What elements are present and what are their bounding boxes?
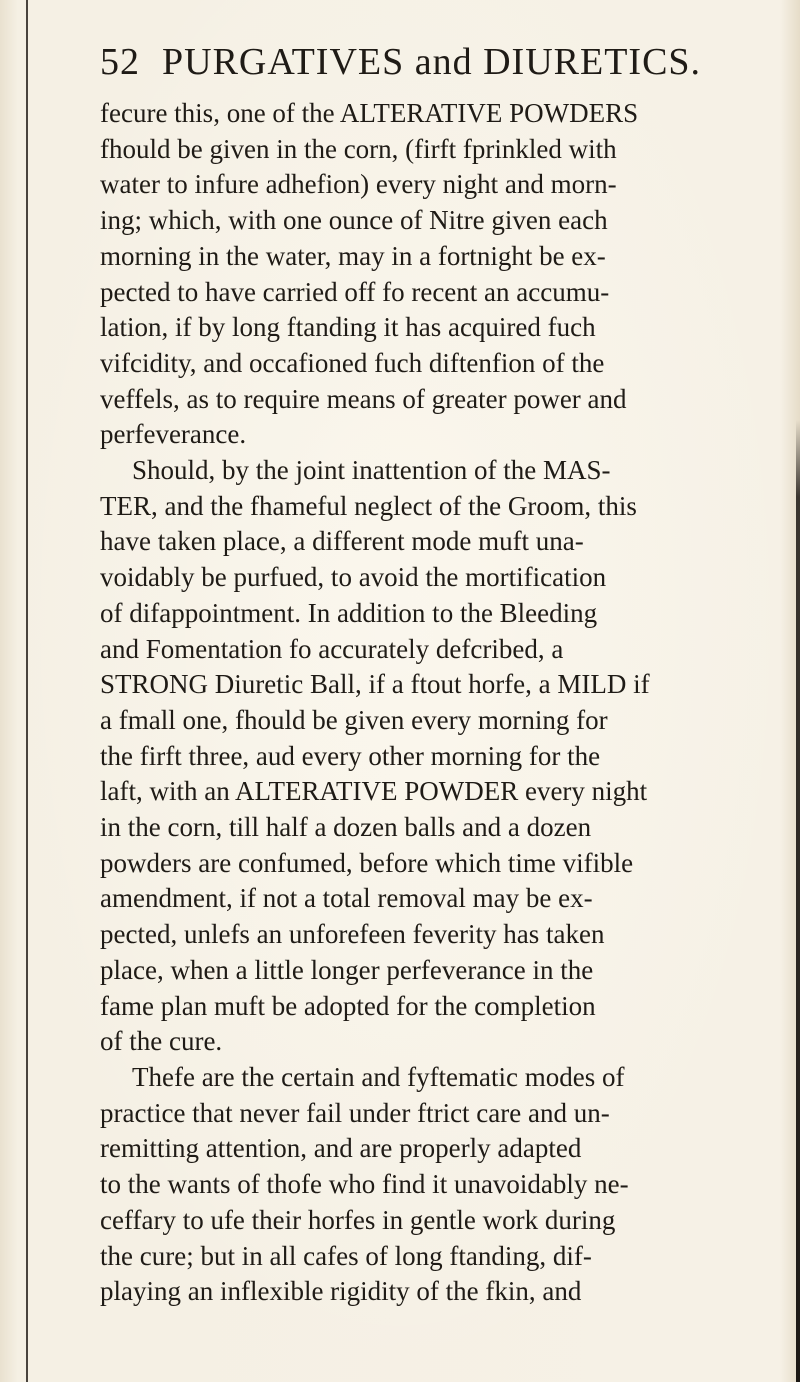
text-line: in the corn, till half a dozen balls and a dozen [100, 812, 592, 843]
page-header [100, 40, 760, 90]
text-line: of the cure. [100, 1026, 223, 1057]
paragraph-1 [100, 96, 780, 453]
text-line: playing an inflexible rigidity of the fkin, and [100, 1276, 582, 1307]
binding-edge [26, 0, 28, 1382]
paragraph-2 [100, 453, 780, 1060]
page-number: 52 [100, 41, 140, 83]
text-line: perfeverance. [100, 419, 247, 450]
text-line: practice that never fail under ftrict care and un- [100, 1097, 610, 1128]
text-line: and Fomentation fo accurately defcribed, a [100, 633, 564, 664]
text-line: have taken place, a different mode muft una- [100, 526, 584, 557]
text-line: fame plan muft be adopted for the completion [100, 990, 596, 1021]
paragraph-3 [100, 1060, 780, 1310]
text-line: to the wants of thofe who find it unavoidably ne- [100, 1169, 629, 1200]
text-line: water to infure adhefion) every night and morn- [100, 169, 617, 200]
text-line: of difappointment. In addition to the Bleeding [100, 597, 598, 628]
body-text [100, 96, 780, 1310]
text-line: powders are confumed, before which time vifible [100, 847, 634, 878]
text-line: the cure; but in all cafes of long ftanding, dif- [100, 1240, 592, 1271]
text-line: fhould be given in the corn, (firft fprinkled with [100, 133, 617, 164]
text-line: pected to have carried off fo recent an accumu- [100, 276, 610, 307]
text-line: ceffary to ufe their horfes in gentle work during [100, 1204, 616, 1235]
page-edge-shadow [796, 420, 800, 1382]
text-line: voidably be purfued, to avoid the mortification [100, 562, 607, 593]
text-line: a fmall one, fhould be given every morning for [100, 704, 608, 735]
text-line: fecure this, one of the ALTERATIVE POWDERS [100, 98, 639, 128]
running-title: PURGATIVES and DIURETICS. [162, 41, 702, 83]
text-line: morning in the water, may in a fortnight be ex- [100, 240, 606, 271]
text-line: pected, unlefs an unforefeen feverity has taken [100, 919, 605, 950]
text-line: laft, with an ALTERATIVE POWDER every night [100, 776, 648, 807]
text-line: remitting attention, and are properly adapted [100, 1133, 582, 1164]
text-line: Thefe are the certain and fyftematic modes of [132, 1061, 625, 1092]
text-line: lation, if by long ftanding it has acquired fuch [100, 312, 596, 343]
text-line: Should, by the joint inattention of the MAS- [132, 455, 611, 486]
text-line: ing; which, with one ounce of Nitre given each [100, 205, 608, 236]
text-line: TER, and the fhameful neglect of the Groom, this [100, 490, 637, 521]
text-line: place, when a little longer perfeverance in the [100, 954, 594, 985]
text-line: vifcidity, and occafioned fuch diftenfion of the [100, 347, 605, 378]
text-line: STRONG Diuretic Ball, if a ftout horfe, a MILD if [100, 669, 650, 700]
text-line: amendment, if not a total removal may be ex- [100, 883, 593, 914]
text-line: the firft three, aud every other morning for the [100, 740, 601, 771]
text-line: veffels, as to require means of greater power and [100, 383, 627, 414]
